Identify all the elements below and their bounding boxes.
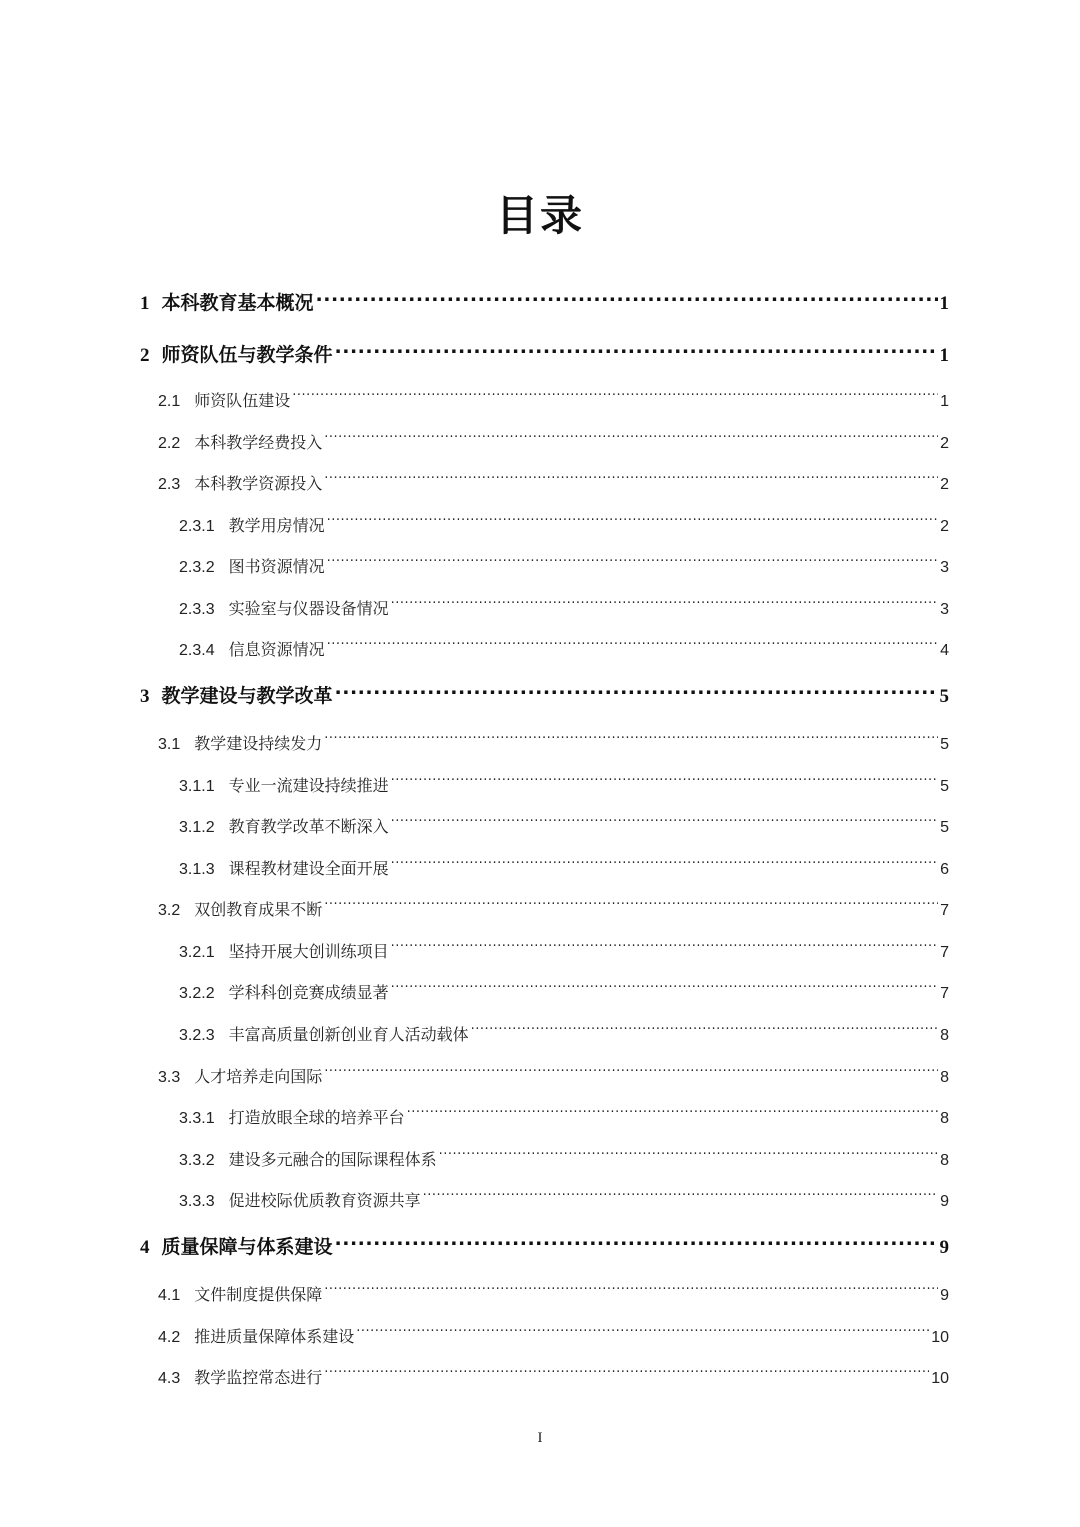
toc-entry-page: 2: [940, 476, 949, 493]
toc-entry-4-1[interactable]: [158, 1272, 949, 1304]
toc-entry-2-2[interactable]: [158, 420, 949, 452]
toc-entry-page: 9: [939, 1237, 949, 1258]
toc-entry-3-3-3[interactable]: [179, 1178, 949, 1210]
toc-entry-label: 坚持开展大创训练项目: [228, 942, 389, 961]
toc-entry-label: 教学建设与教学改革: [161, 685, 333, 707]
toc-entry-3-1[interactable]: [158, 721, 949, 753]
toc-entry-number: 3.1: [158, 736, 181, 753]
toc-entry-number: 3.3: [158, 1069, 181, 1086]
dot-leader: [439, 1137, 938, 1165]
toc-entry-page: 7: [940, 944, 949, 961]
toc-entry-label: 本科教学经费投入: [194, 433, 323, 452]
dot-leader: [335, 674, 938, 702]
toc-entry-label: 促进校际优质教育资源共享: [228, 1191, 421, 1210]
dot-leader: [327, 627, 938, 655]
dot-leader: [391, 586, 938, 614]
toc-entry-label: 双创教育成果不断: [194, 900, 323, 919]
toc-title: 目录: [495, 191, 584, 240]
toc-entry-3-3[interactable]: [158, 1054, 949, 1086]
toc-entry-number: 3.3.1: [179, 1110, 215, 1127]
toc-entry-4-2[interactable]: [158, 1314, 949, 1346]
toc-entry-number: 4.2: [158, 1329, 181, 1346]
toc-entry-label: 实验室与仪器设备情况: [228, 599, 389, 618]
dot-leader: [335, 1225, 938, 1253]
toc-entry-page: 5: [940, 778, 949, 795]
dot-leader: [324, 1272, 938, 1300]
toc-entry-page: 8: [940, 1069, 949, 1086]
toc-entry-3-2-1[interactable]: [179, 929, 949, 961]
dot-leader: [324, 420, 938, 448]
dot-leader: [391, 763, 938, 791]
toc-entry-label: 文件制度提供保障: [194, 1285, 323, 1304]
dot-leader: [324, 461, 938, 489]
toc-entry-page: 10: [931, 1370, 949, 1387]
toc-entry-page: 4: [940, 642, 949, 659]
dot-leader: [391, 970, 938, 998]
toc-entry-number: 3.1.3: [179, 861, 215, 878]
dot-leader: [391, 846, 938, 874]
toc-entry-number: 2.3.1: [179, 518, 215, 535]
toc-entry-number: 2.3: [158, 476, 181, 493]
toc-entry-label: 打造放眼全球的培养平台: [228, 1108, 405, 1127]
dot-leader: [423, 1178, 938, 1206]
toc-entry-page: 7: [940, 985, 949, 1002]
dot-leader: [327, 544, 938, 572]
toc-entry-2-3-3[interactable]: [179, 586, 949, 618]
toc-entry-number: 2: [140, 345, 150, 366]
toc-entry-page: 8: [940, 1110, 949, 1127]
toc-entry-2-3-4[interactable]: [179, 627, 949, 659]
toc-entry-page: 10: [931, 1329, 949, 1346]
toc-entry-page: 1: [940, 393, 949, 410]
dot-leader: [356, 1314, 929, 1342]
toc-entry-label: 学科科创竞赛成绩显著: [228, 983, 389, 1002]
toc-entry-label: 图书资源情况: [228, 557, 325, 576]
toc-entry-3-3-1[interactable]: [179, 1095, 949, 1127]
toc-entry-label: 本科教育基本概况: [161, 292, 314, 314]
toc-entry-page: 3: [940, 601, 949, 618]
toc-entry-number: 2.3.4: [179, 642, 215, 659]
toc-entry-number: 2.3.3: [179, 601, 215, 618]
toc-entry-label: 推进质量保障体系建设: [194, 1327, 355, 1346]
toc-entry-2-3-1[interactable]: [179, 503, 949, 535]
toc-entry-page: 8: [940, 1152, 949, 1169]
dot-leader: [316, 281, 938, 309]
toc-entry-3-1-1[interactable]: [179, 763, 949, 795]
toc-entry-page: 2: [940, 435, 949, 452]
toc-entry-number: 2.2: [158, 435, 181, 452]
toc-entry-label: 教学用房情况: [228, 516, 325, 535]
toc-entry-number: 4: [140, 1237, 150, 1258]
footer-page-number: I: [537, 1430, 543, 1446]
toc-entry-label: 教学监控常态进行: [194, 1368, 323, 1387]
toc-entry-3-2-3[interactable]: [179, 1012, 949, 1044]
toc-entry-label: 专业一流建设持续推进: [228, 776, 389, 795]
toc-entry-page: 7: [940, 902, 949, 919]
toc-entry-number: 3.3.2: [179, 1152, 215, 1169]
dot-leader: [324, 1355, 929, 1383]
dot-leader: [324, 1054, 938, 1082]
toc-entry-label: 课程教材建设全面开展: [228, 859, 389, 878]
toc-entry-2-3[interactable]: [158, 461, 949, 493]
toc-entry-number: 3.2.3: [179, 1027, 215, 1044]
toc-entry-1[interactable]: [140, 281, 949, 314]
toc-entry-label: 本科教学资源投入: [194, 474, 323, 493]
toc-entry-number: 3.3.3: [179, 1193, 215, 1210]
toc-entry-page: 8: [940, 1027, 949, 1044]
toc-entry-4-3[interactable]: [158, 1355, 949, 1387]
toc-entry-label: 教学建设持续发力: [194, 734, 323, 753]
dot-leader: [292, 378, 938, 406]
toc-entry-2-3-2[interactable]: [179, 544, 949, 576]
toc-entry-page: 5: [939, 686, 949, 707]
toc-entry-label: 教育教学改革不断深入: [228, 817, 389, 836]
toc-entry-page: 3: [940, 559, 949, 576]
toc-entry-3-1-2[interactable]: [179, 804, 949, 836]
toc-entry-3[interactable]: [140, 674, 949, 707]
toc-entry-page: 9: [940, 1193, 949, 1210]
toc-entry-label: 人才培养走向国际: [194, 1067, 323, 1086]
toc-entry-page: 5: [940, 819, 949, 836]
toc-entry-label: 师资队伍与教学条件: [161, 344, 333, 366]
toc-entry-label: 丰富高质量创新创业育人活动载体: [228, 1025, 469, 1044]
toc-entry-number: 1: [140, 293, 150, 314]
toc-entry-number: 3.1.2: [179, 819, 215, 836]
toc-entry-number: 3.2.2: [179, 985, 215, 1002]
toc-entry-page: 1: [939, 345, 949, 366]
toc-entry-number: 4.1: [158, 1287, 181, 1304]
dot-leader: [324, 721, 938, 749]
toc-entry-page: 1: [939, 293, 949, 314]
toc-entry-label: 信息资源情况: [228, 640, 325, 659]
toc-entry-page: 6: [940, 861, 949, 878]
toc-entry-number: 3: [140, 686, 150, 707]
toc-entry-number: 2.3.2: [179, 559, 215, 576]
dot-leader: [327, 503, 938, 531]
dot-leader: [471, 1012, 938, 1040]
toc-entry-number: 3.2: [158, 902, 181, 919]
toc-entry-page: 9: [940, 1287, 949, 1304]
dot-leader: [407, 1095, 938, 1123]
toc-entry-label: 师资队伍建设: [194, 391, 291, 410]
toc-entry-number: 2.1: [158, 393, 181, 410]
toc-entry-3-3-2[interactable]: [179, 1137, 949, 1169]
toc-entry-label: 质量保障与体系建设: [161, 1236, 333, 1258]
toc-entry-label: 建设多元融合的国际课程体系: [228, 1150, 437, 1169]
toc-entry-4[interactable]: [140, 1225, 949, 1258]
toc-entry-number: 3.2.1: [179, 944, 215, 961]
dot-leader: [391, 804, 938, 832]
toc-entry-number: 3.1.1: [179, 778, 215, 795]
toc-entry-2-1[interactable]: [158, 378, 949, 410]
toc-entry-number: 4.3: [158, 1370, 181, 1387]
toc-entry-2[interactable]: [140, 333, 949, 366]
toc-entry-page: 2: [940, 518, 949, 535]
toc-entry-page: 5: [940, 736, 949, 753]
toc-entry-3-2[interactable]: [158, 887, 949, 919]
toc-entry-3-1-3[interactable]: [179, 846, 949, 878]
toc-entry-3-2-2[interactable]: [179, 970, 949, 1002]
dot-leader: [335, 333, 938, 361]
dot-leader: [391, 929, 938, 957]
dot-leader: [324, 887, 938, 915]
